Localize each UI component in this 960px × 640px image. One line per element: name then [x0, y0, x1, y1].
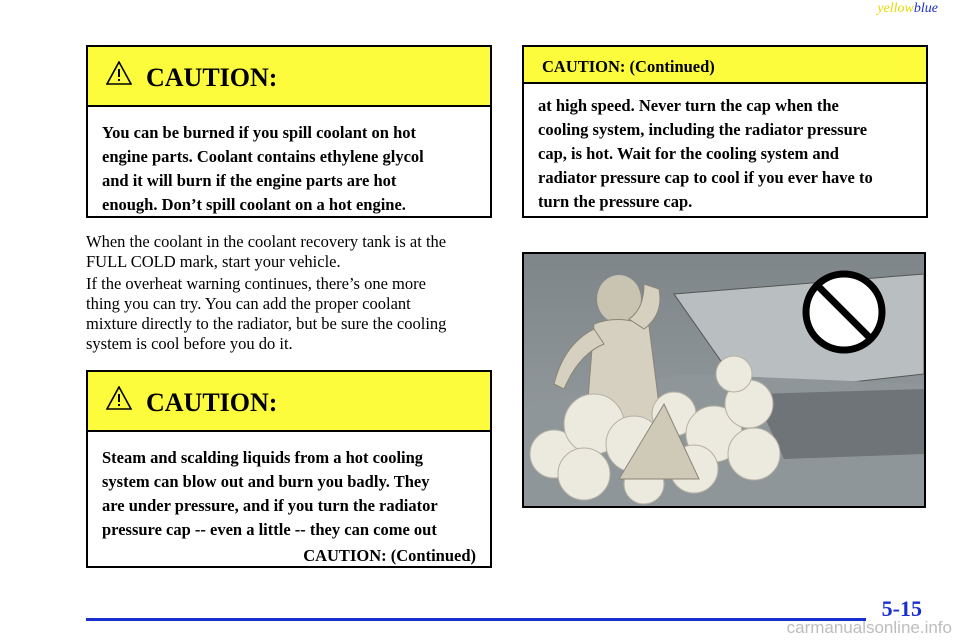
caution-title: CAUTION: — [146, 388, 278, 417]
caution-text — [88, 432, 490, 568]
caution-line: pressure cap -- even a little -- they can come out — [102, 520, 437, 539]
footer-rule — [86, 618, 866, 621]
blue-mark: blue — [913, 1, 938, 16]
paragraph-line: When the coolant in the coolant recovery tank is at the — [86, 232, 447, 251]
page-number: 5-15 — [881, 596, 922, 621]
caution-header — [88, 47, 490, 107]
caution-text — [88, 107, 490, 217]
caution-box-continued — [522, 45, 928, 218]
caution-title: CAUTION: — [146, 63, 278, 92]
caution-line: You can be burned if you spill coolant on hot — [102, 123, 417, 142]
caution-line: are under pressure, and if you turn the radiator — [102, 496, 438, 515]
warning-triangle-icon — [106, 61, 132, 85]
caution-line: Steam and scalding liquids from a hot cooling — [102, 448, 424, 467]
yellow-mark: yellow — [877, 1, 914, 16]
warning-triangle-icon — [106, 386, 132, 410]
caution-continued-note: CAUTION: (Continued) — [303, 546, 476, 565]
caution-line: radiator pressure cap to cool if you ever have to — [538, 168, 873, 187]
watermark: carmanualsonline.info — [786, 618, 952, 637]
caution-continued-title: CAUTION: (Continued) — [542, 57, 715, 76]
caution-line: system can blow out and burn you badly. They — [102, 472, 430, 491]
caution-header — [524, 47, 926, 84]
paragraph-line: If the overheat warning continues, there’s one more — [86, 274, 426, 293]
caution-line: enough. Don’t spill coolant on a hot engine. — [102, 195, 406, 214]
paragraph-line: mixture directly to the radiator, but be sure the cooling — [86, 314, 447, 333]
paragraph-overheat — [86, 274, 496, 354]
steam-burn-illustration — [522, 252, 926, 508]
paragraph-line: FULL COLD mark, start your vehicle. — [86, 252, 341, 271]
illustration-graphic — [524, 254, 924, 506]
caution-line: engine parts. Coolant contains ethylene glycol — [102, 147, 424, 166]
caution-line: cooling system, including the radiator pressure — [538, 120, 868, 139]
paragraph-line: thing you can try. You can add the proper coolant — [86, 294, 411, 313]
caution-line: turn the pressure cap. — [538, 192, 693, 211]
print-color-marks — [877, 1, 938, 17]
caution-header — [88, 372, 490, 432]
caution-text — [524, 84, 926, 214]
caution-box-spill — [86, 45, 492, 218]
caution-line: and it will burn if the engine parts are hot — [102, 171, 397, 190]
caution-line: cap, is hot. Wait for the cooling system and — [538, 144, 839, 163]
caution-line: at high speed. Never turn the cap when the — [538, 96, 839, 115]
paragraph-full-cold — [86, 232, 496, 272]
caution-box-steam — [86, 370, 492, 568]
paragraph-line: system is cool before you do it. — [86, 334, 293, 353]
